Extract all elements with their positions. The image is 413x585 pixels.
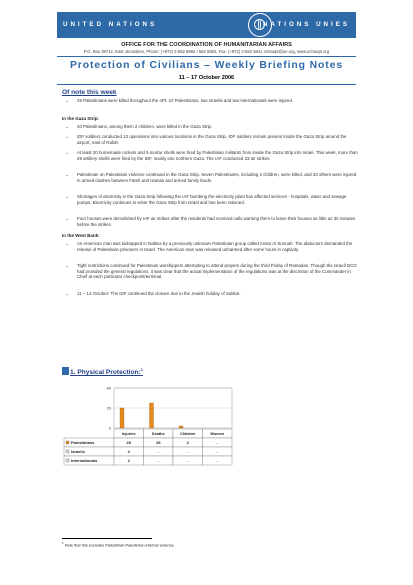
casualties-chart: [62, 383, 292, 483]
legend-swatch: [66, 450, 69, 453]
document-title: Protection of Civilians – Weekly Briefing Notes: [69, 60, 344, 71]
table-value: 20: [126, 440, 131, 445]
west-bank-item: Tight restrictions continued for Palestinian worshippers attempting to attend prayers during the third Friday of Ramadan. Though the Israeli DCO had provided the general regulations, it was clear that the actual implementation of the regulations was at the discretion of the Commander in Chief at each particular checkpoint/terminal.: [77, 263, 357, 280]
table-value: 2: [127, 458, 130, 463]
table-value: -: [216, 440, 218, 445]
table-value: -: [187, 458, 189, 463]
west-bank-label: In the West Bank:: [62, 233, 100, 238]
footnote: [62, 541, 175, 547]
legend-swatch: [66, 441, 69, 444]
footnote-rule: [62, 538, 152, 539]
un-header-bar: [57, 12, 356, 38]
y-tick-label: 20: [106, 405, 111, 411]
office-contact: P.O. Box 38712, East Jerusalem, Phone: (+972) 2-582 9962 / 582 5853, Fax: (+972) 2-582 5841 ochaopt@un.org, www.ochaopt.org: [83, 49, 330, 54]
bullet-dash: –: [66, 242, 69, 247]
bullet-dash: –: [66, 217, 69, 222]
x-category-label: Children: [180, 432, 196, 436]
x-category-label: Women: [210, 432, 225, 436]
gaza-item: At least 20 homemade rockets and 5 mortar shells were fired by Palestinian militants from inside the Gaza Strip into Israel. This week, more than 29 artillery shells were fired by the IDF, mainly into northern Gaza. The IAF conducted 23 air strikes.: [77, 150, 358, 161]
table-value: -: [216, 449, 218, 454]
table-value: 25: [156, 440, 161, 445]
x-category-label: Deaths: [151, 432, 165, 436]
of-note-heading: Of note this week: [62, 89, 117, 96]
y-tick-label: 0: [108, 425, 111, 431]
bullet-dash: –: [66, 99, 69, 104]
document-date: 11 – 17 October 2006: [178, 75, 235, 81]
gaza-item: 20 Palestinians, among them 2 children, were killed in the Gaza Strip.: [77, 124, 213, 129]
table-row-label: Israelis: [71, 449, 85, 454]
legend-swatch: [66, 459, 69, 462]
bullet-dash: –: [66, 195, 69, 200]
header-left-text: UNITED NATIONS: [63, 21, 158, 28]
section-number: 1: [70, 369, 74, 377]
section-title: Physical Protection:: [77, 369, 141, 377]
gaza-label: In the Gaza Strip:: [62, 116, 100, 121]
x-category-label: Injuries: [121, 432, 136, 436]
footnote-text: Note that this excludes Palestinian-Palestinian internal violence.: [64, 542, 175, 548]
summary-paragraph: 25 Palestinians were killed throughout the oPt. 22 Palestinians, two Israelis and two internationals were injured.: [77, 98, 293, 103]
table-value: -: [216, 458, 218, 463]
table-value: -: [157, 458, 159, 463]
bullet-dash: –: [66, 135, 69, 140]
table-row-label: Palestinians: [71, 440, 95, 445]
physical-protection-heading: 1. Physical Protection:$^1$: [70, 367, 143, 377]
header-right-text: NATIONS UNIES: [262, 21, 350, 28]
west-bank-item: 11 – 14 October: The IDF continued the closure due to the Jewish holiday of Sukkot.: [77, 291, 241, 296]
gaza-item: Shortages of electricity in the Gaza Strip following the IAF bombing the electricity plant has affected services - hospitals, water and sewage pumps. Electricity continues to enter the Gaza Strip from Israel and has been rationed.: [77, 194, 347, 205]
table-row-label: Internationals: [71, 458, 98, 463]
gaza-item: Four houses were demolished by IAF air strikes after the residents had received calls warning them to leave their houses as little as 30 minutes before the strikes.: [77, 216, 356, 227]
table-value: -: [187, 449, 189, 454]
table-value: 2: [186, 440, 189, 445]
y-tick-label: 40: [106, 385, 111, 391]
title-rule-top: [57, 56, 356, 57]
table-value: 2: [127, 449, 130, 454]
bar-palestinians: [150, 403, 154, 428]
footnote-mark: 1: [140, 367, 143, 372]
west-bank-item: An American man was kidnapped in Nablus by a previously unknown Palestinian group called Ansar Al Sunnah. The abductors demanded the release of Palestinian prisoners in Israel. The American man was released unharmed after some hours in captivity.: [77, 241, 353, 252]
section-number-box: [62, 367, 69, 375]
bullet-dash: –: [66, 151, 69, 156]
footnote-number: 1: [62, 541, 64, 545]
title-rule-bottom: [57, 84, 356, 85]
bar-palestinians: [120, 408, 124, 428]
bullet-dash: –: [66, 292, 69, 297]
office-title: OFFICE FOR THE COORDINATION OF HUMANITARIAN AFFAIRS: [121, 42, 292, 48]
bullet-dash: –: [66, 125, 69, 130]
bullet-dash: –: [66, 264, 69, 269]
bullet-dash: –: [66, 173, 69, 178]
bar-palestinians: [179, 426, 183, 428]
gaza-item: Palestinian on Palestinian violence continued in the Gaza Strip. Seven Palestinians, including 2 children, were killed, and 33 others were injured in armed clashes between Fateh and Hamas and armed family feuds.: [77, 172, 357, 183]
gaza-item: IDF soldiers conducted 13 operations into various locations in the Gaza Strip. IDF soldiers remain present inside the Gaza Strip around the airport, east of Rafah.: [77, 134, 347, 145]
table-value: -: [157, 449, 159, 454]
